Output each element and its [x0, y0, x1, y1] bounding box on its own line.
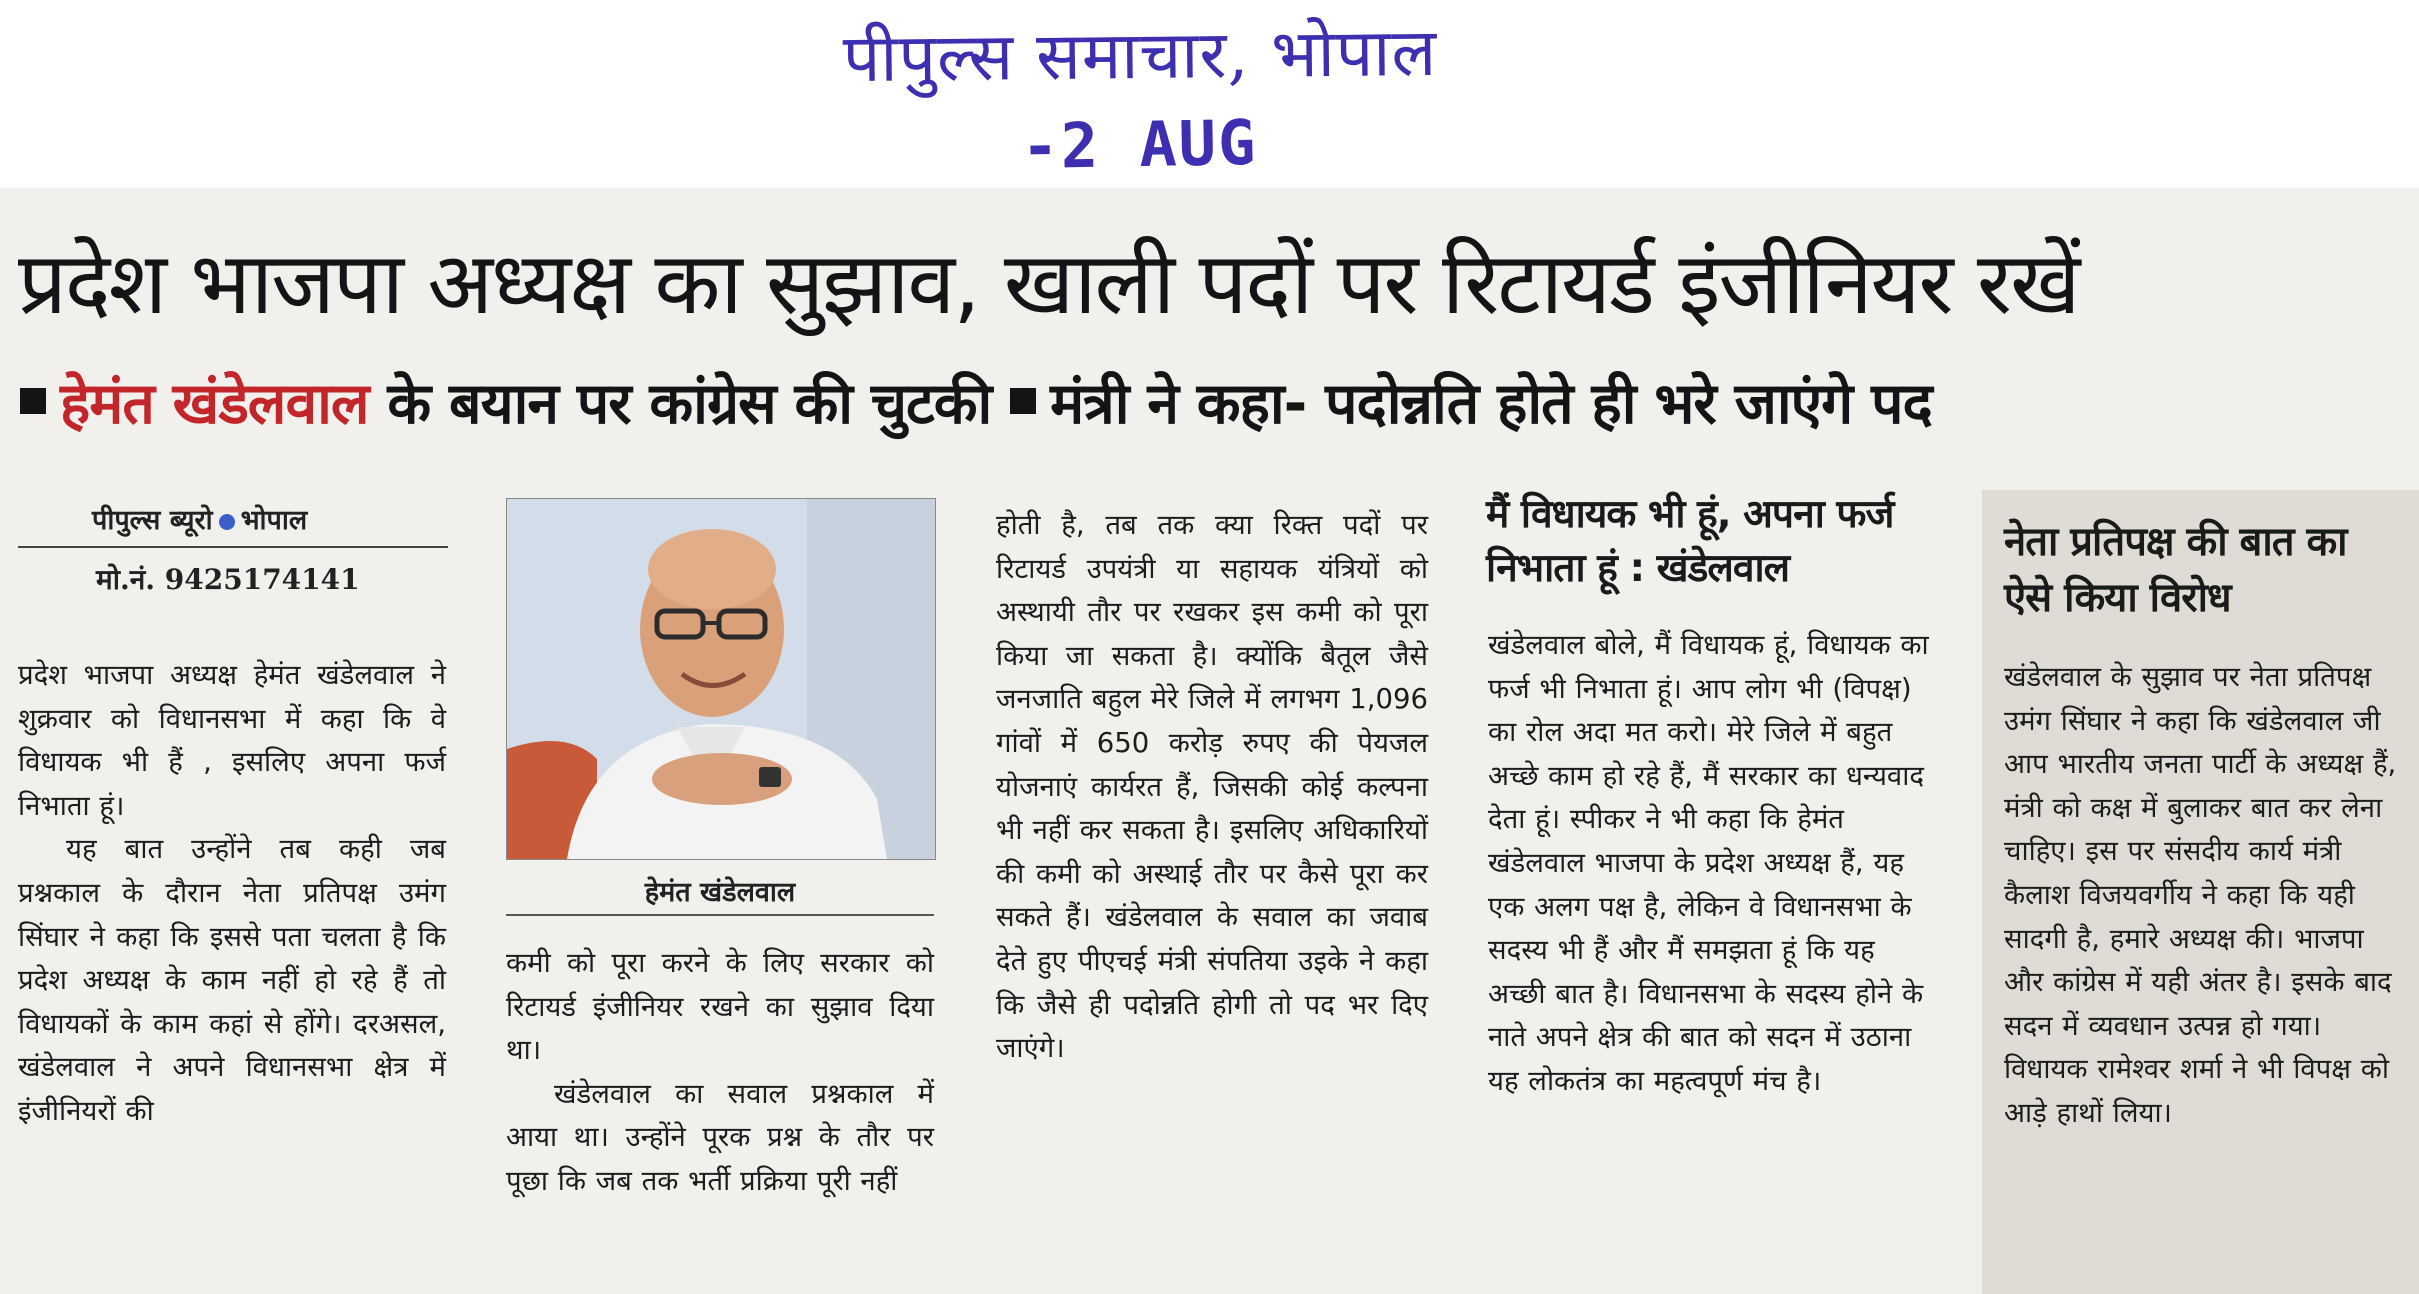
byline	[92, 500, 307, 537]
column3-paragraph-1: होती है, तब तक क्या रिक्त पदों पर रिटायर्ड उपयंत्री या सहायक यंत्रियों को अस्थायी तौर पर रखकर इस कमी को पूरा किया जा सकता है। क्योंकि बैतूल जैसे जनजाति बहुल मेरे जिले में लगभग 1,096 गांवों में 650 करोड़ रुपए की पेयजल योजनाएं कार्यरत हैं, जिसकी कोई कल्पना भी नहीं कर सकता है। इसलिए अधिकारियों की कमी को अस्थाई तौर पर कैसे पूरा कर सकते हैं। खंडेलवाल के सवाल का जवाब देते हुए पीएचई मंत्री संपतिया उइके ने कहा कि जैसे ही पदोन्नति होगी तो पद भर दिए जाएंगे।	[996, 509, 1428, 1065]
byline-bureau: पीपुल्स ब्यूरो	[92, 505, 213, 536]
byline-divider	[18, 546, 448, 548]
subhead-name: हेमंत खंडेलवाल	[60, 371, 369, 437]
column1-paragraph-2: यह बात उन्होंने तब कही जब प्रश्नकाल के दौरान नेता प्रतिपक्ष उमंग सिंघार ने कहा कि इससे पता चलता है कि प्रदेश अध्यक्ष के काम नहीं हो रहे हैं तो विधायकों के काम कहां से होंगे। दरअसल, खंडेलवाल ने अपने विधानसभा क्षेत्र में इंजीनियरों की	[18, 833, 446, 1127]
column2-paragraph-1: कमी को पूरा करने के लिए सरकार को रिटायर्ड इंजीनियर रखने का सुझाव दिया था।	[506, 947, 934, 1067]
bullet-square-icon	[1010, 388, 1036, 414]
article-column-3	[996, 504, 1428, 1071]
column4-body: खंडेलवाल बोले, मैं विधायक हूं, विधायक का फर्ज भी निभाता हूं। आप लोग भी (विपक्ष) का रोल अदा मत करो। मेरे जिले में बहुत अच्छे काम हो रहे हैं, मैं सरकार का धन्यवाद देता हूं। स्पीकर ने भी कहा कि हेमंत खंडेलवाल भाजपा के प्रदेश अध्यक्ष हैं, यह एक अलग पक्ष है, लेकिन वे विधानसभा के सदस्य भी हैं और मैं समझता हूं कि यह अच्छी बात है। विधानसभा के सदस्य होने के नाते अपने क्षेत्र की बात को सदन में उठाना यह लोकतंत्र का महत्वपूर्ण मंच है।	[1488, 629, 1929, 1097]
column5-heading: नेता प्रतिपक्ष की बात का ऐसे किया विरोध	[2004, 519, 2347, 621]
byline-dot-icon	[219, 514, 235, 530]
column5-body: खंडेलवाल के सुझाव पर नेता प्रतिपक्ष उमंग सिंघार ने कहा कि खंडेलवाल जी आप भारतीय जनता पार्टी के अध्यक्ष हैं, मंत्री को कक्ष में बुलाकर बात कर लेना चाहिए। इस पर संसदीय कार्य मंत्री कैलाश विजयवर्गीय ने कहा कि यही सादगी है, हमारे अध्यक्ष की। भाजपा और कांग्रेस में यही अंतर है। इसके बाद सदन में व्यवधान उत्पन्न हो गया। विधायक रामेश्वर शर्मा ने भी विपक्ष को आड़े हाथों लिया।	[2004, 661, 2397, 1129]
column2-paragraph-2: खंडेलवाल का सवाल प्रश्नकाल में आया था। उन्होंने पूरक प्रश्न के तौर पर पूछा कि जब तक भर्ती प्रक्रिया पूरी नहीं	[506, 1077, 934, 1197]
byline-phone: मो.नं. 9425174141	[96, 563, 360, 596]
article-column-5	[2004, 656, 2399, 1136]
headline: प्रदेश भाजपा अध्यक्ष का सुझाव, खाली पदों पर रिटायर्ड इंजीनियर रखें	[18, 234, 2079, 334]
portrait-image	[507, 499, 935, 859]
article-column-1	[18, 654, 446, 1134]
bullet-square-icon	[20, 388, 46, 414]
article-column-2	[506, 942, 934, 1204]
subheadline	[20, 362, 2415, 440]
subhead-part2: मंत्री ने कहा- पदोन्नति होते ही भरे जाएंगे पद	[1050, 371, 1932, 437]
publication-stamp: पीपुल्स समाचार, भोपाल	[842, 13, 1438, 98]
column4-heading: मैं विधायक भी हूं, अपना फर्ज निभाता हूं : खंडेलवाल	[1486, 492, 1894, 591]
portrait-photo	[506, 498, 936, 860]
photo-caption: हेमंत खंडेलवाल	[644, 877, 796, 908]
subhead-part1: के बयान पर कांग्रेस की चुटकी	[368, 371, 1011, 437]
column1-paragraph-1: प्रदेश भाजपा अध्यक्ष हेमंत खंडेलवाल ने शुक्रवार को विधानसभा में कहा कि वे विधायक भी हैं , इसलिए अपना फर्ज निभाता हूं।	[18, 659, 446, 822]
byline-city: भोपाल	[240, 505, 308, 536]
caption-divider	[506, 914, 934, 916]
article-column-4	[1488, 624, 1938, 1104]
date-stamp-text: -2 AUG	[1020, 105, 1258, 184]
